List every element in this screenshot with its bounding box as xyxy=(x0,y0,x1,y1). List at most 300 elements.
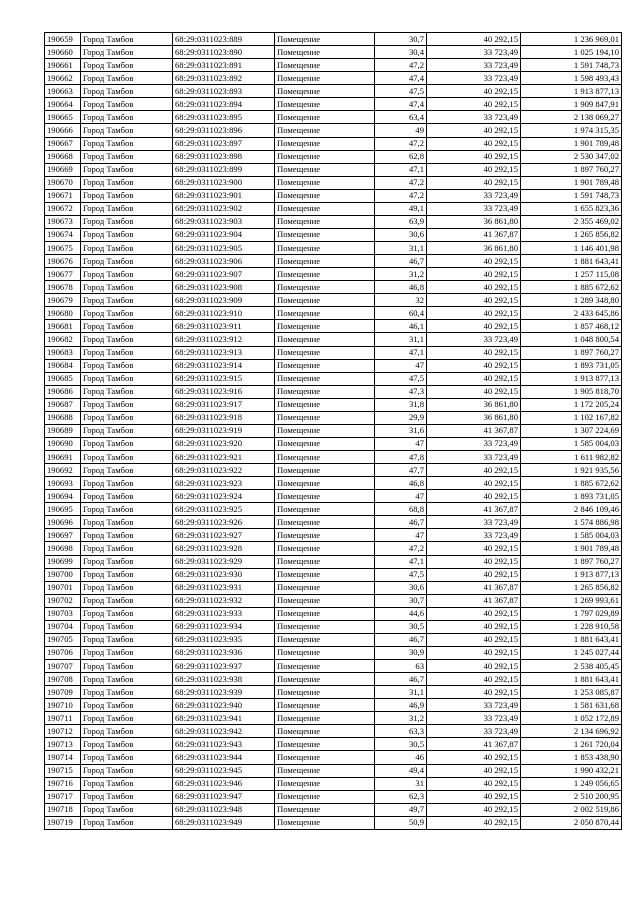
specific-value-cell: 40 292,15 xyxy=(427,790,521,803)
cadastral-value-cell: 2 002 519,86 xyxy=(521,803,622,816)
cadastral-number-cell: 68:29:0311023:933 xyxy=(173,607,275,620)
area-cell: 30,4 xyxy=(375,46,427,59)
object-type-cell: Помещение xyxy=(275,411,375,424)
cadastral-number-cell: 68:29:0311023:925 xyxy=(173,503,275,516)
cadastral-value-cell: 1 025 194,10 xyxy=(521,46,622,59)
object-type-cell: Помещение xyxy=(275,516,375,529)
object-type-cell: Помещение xyxy=(275,712,375,725)
cadastral-value-cell: 1 974 315,35 xyxy=(521,124,622,137)
cadastral-value-cell: 1 245 027,44 xyxy=(521,646,622,659)
cadastral-number-cell: 68:29:0311023:914 xyxy=(173,359,275,372)
table-body xyxy=(45,33,622,830)
area-cell: 47,1 xyxy=(375,555,427,568)
cadastral-number-cell: 68:29:0311023:934 xyxy=(173,620,275,633)
row-number-cell: 190697 xyxy=(45,529,81,542)
row-number-cell: 190688 xyxy=(45,411,81,424)
area-cell: 49,7 xyxy=(375,803,427,816)
row-number-cell: 190695 xyxy=(45,503,81,516)
area-cell: 29,9 xyxy=(375,411,427,424)
specific-value-cell: 33 723,49 xyxy=(427,451,521,464)
cadastral-number-cell: 68:29:0311023:920 xyxy=(173,437,275,450)
table-row xyxy=(45,242,622,255)
city-cell: Город Тамбов xyxy=(81,660,173,673)
specific-value-cell: 40 292,15 xyxy=(427,85,521,98)
row-number-cell: 190684 xyxy=(45,359,81,372)
area-cell: 62,3 xyxy=(375,790,427,803)
object-type-cell: Помещение xyxy=(275,163,375,176)
city-cell: Город Тамбов xyxy=(81,516,173,529)
cadastral-number-cell: 68:29:0311023:936 xyxy=(173,646,275,659)
row-number-cell: 190679 xyxy=(45,294,81,307)
table-row xyxy=(45,124,622,137)
table-row xyxy=(45,816,622,829)
city-cell: Город Тамбов xyxy=(81,503,173,516)
city-cell: Город Тамбов xyxy=(81,790,173,803)
table-row xyxy=(45,607,622,620)
table-row xyxy=(45,307,622,320)
cadastral-number-cell: 68:29:0311023:945 xyxy=(173,764,275,777)
object-type-cell: Помещение xyxy=(275,124,375,137)
table-row xyxy=(45,46,622,59)
cadastral-value-cell: 1 897 760,27 xyxy=(521,555,622,568)
specific-value-cell: 40 292,15 xyxy=(427,385,521,398)
specific-value-cell: 41 367,87 xyxy=(427,503,521,516)
city-cell: Город Тамбов xyxy=(81,85,173,98)
specific-value-cell: 40 292,15 xyxy=(427,163,521,176)
cadastral-number-cell: 68:29:0311023:901 xyxy=(173,189,275,202)
table-row xyxy=(45,490,622,503)
object-type-cell: Помещение xyxy=(275,451,375,464)
area-cell: 47 xyxy=(375,437,427,450)
row-number-cell: 190696 xyxy=(45,516,81,529)
row-number-cell: 190714 xyxy=(45,751,81,764)
area-cell: 47,2 xyxy=(375,176,427,189)
table-row xyxy=(45,385,622,398)
row-number-cell: 190718 xyxy=(45,803,81,816)
object-type-cell: Помещение xyxy=(275,490,375,503)
city-cell: Город Тамбов xyxy=(81,215,173,228)
cadastral-number-cell: 68:29:0311023:897 xyxy=(173,137,275,150)
specific-value-cell: 41 367,87 xyxy=(427,228,521,241)
object-type-cell: Помещение xyxy=(275,464,375,477)
cadastral-number-cell: 68:29:0311023:894 xyxy=(173,98,275,111)
table-row xyxy=(45,176,622,189)
cadastral-number-cell: 68:29:0311023:896 xyxy=(173,124,275,137)
cadastral-number-cell: 68:29:0311023:905 xyxy=(173,242,275,255)
cadastral-value-cell: 2 355 469,02 xyxy=(521,215,622,228)
row-number-cell: 190702 xyxy=(45,594,81,607)
area-cell: 47,8 xyxy=(375,451,427,464)
table-row xyxy=(45,751,622,764)
area-cell: 46,7 xyxy=(375,633,427,646)
specific-value-cell: 40 292,15 xyxy=(427,816,521,829)
object-type-cell: Помещение xyxy=(275,228,375,241)
object-type-cell: Помещение xyxy=(275,359,375,372)
area-cell: 31,1 xyxy=(375,242,427,255)
specific-value-cell: 40 292,15 xyxy=(427,673,521,686)
cadastral-value-cell: 1 102 167,82 xyxy=(521,411,622,424)
specific-value-cell: 40 292,15 xyxy=(427,751,521,764)
area-cell: 44,6 xyxy=(375,607,427,620)
object-type-cell: Помещение xyxy=(275,294,375,307)
area-cell: 47,5 xyxy=(375,568,427,581)
area-cell: 46,1 xyxy=(375,320,427,333)
area-cell: 30,5 xyxy=(375,738,427,751)
cadastral-number-cell: 68:29:0311023:918 xyxy=(173,411,275,424)
area-cell: 47,2 xyxy=(375,542,427,555)
cadastral-number-cell: 68:29:0311023:900 xyxy=(173,176,275,189)
row-number-cell: 190707 xyxy=(45,660,81,673)
city-cell: Город Тамбов xyxy=(81,816,173,829)
cadastral-value-cell: 1 897 760,27 xyxy=(521,346,622,359)
cadastral-number-cell: 68:29:0311023:930 xyxy=(173,568,275,581)
city-cell: Город Тамбов xyxy=(81,542,173,555)
cadastral-value-cell: 1 228 910,58 xyxy=(521,620,622,633)
cadastral-value-cell: 2 134 696,92 xyxy=(521,725,622,738)
specific-value-cell: 40 292,15 xyxy=(427,137,521,150)
row-number-cell: 190672 xyxy=(45,202,81,215)
area-cell: 46,8 xyxy=(375,477,427,490)
cadastral-value-cell: 1 249 056,65 xyxy=(521,777,622,790)
area-cell: 47,2 xyxy=(375,59,427,72)
cadastral-value-cell: 1 265 856,82 xyxy=(521,228,622,241)
object-type-cell: Помещение xyxy=(275,581,375,594)
row-number-cell: 190716 xyxy=(45,777,81,790)
city-cell: Город Тамбов xyxy=(81,712,173,725)
cadastral-value-cell: 1 885 672,62 xyxy=(521,477,622,490)
area-cell: 47,5 xyxy=(375,85,427,98)
row-number-cell: 190680 xyxy=(45,307,81,320)
cadastral-value-cell: 1 797 029,89 xyxy=(521,607,622,620)
city-cell: Город Тамбов xyxy=(81,385,173,398)
cadastral-number-cell: 68:29:0311023:931 xyxy=(173,581,275,594)
cadastral-value-cell: 1 901 789,48 xyxy=(521,542,622,555)
area-cell: 63,4 xyxy=(375,111,427,124)
object-type-cell: Помещение xyxy=(275,738,375,751)
row-number-cell: 190701 xyxy=(45,581,81,594)
row-number-cell: 190674 xyxy=(45,228,81,241)
cadastral-number-cell: 68:29:0311023:904 xyxy=(173,228,275,241)
cadastral-value-cell: 1 585 004,03 xyxy=(521,529,622,542)
city-cell: Город Тамбов xyxy=(81,699,173,712)
row-number-cell: 190675 xyxy=(45,242,81,255)
city-cell: Город Тамбов xyxy=(81,751,173,764)
object-type-cell: Помещение xyxy=(275,398,375,411)
city-cell: Город Тамбов xyxy=(81,673,173,686)
specific-value-cell: 40 292,15 xyxy=(427,568,521,581)
specific-value-cell: 33 723,49 xyxy=(427,529,521,542)
row-number-cell: 190687 xyxy=(45,398,81,411)
table-row xyxy=(45,281,622,294)
city-cell: Город Тамбов xyxy=(81,568,173,581)
row-number-cell: 190677 xyxy=(45,268,81,281)
city-cell: Город Тамбов xyxy=(81,464,173,477)
row-number-cell: 190690 xyxy=(45,437,81,450)
cadastral-number-cell: 68:29:0311023:891 xyxy=(173,59,275,72)
table-row xyxy=(45,738,622,751)
specific-value-cell: 40 292,15 xyxy=(427,620,521,633)
area-cell: 47 xyxy=(375,359,427,372)
cadastral-value-cell: 1 172 205,24 xyxy=(521,398,622,411)
cadastral-value-cell: 1 265 856,82 xyxy=(521,581,622,594)
specific-value-cell: 40 292,15 xyxy=(427,33,521,46)
table-row xyxy=(45,398,622,411)
cadastral-number-cell: 68:29:0311023:895 xyxy=(173,111,275,124)
specific-value-cell: 33 723,49 xyxy=(427,202,521,215)
city-cell: Город Тамбов xyxy=(81,477,173,490)
table-row xyxy=(45,503,622,516)
cadastral-number-cell: 68:29:0311023:909 xyxy=(173,294,275,307)
cadastral-number-cell: 68:29:0311023:919 xyxy=(173,424,275,437)
row-number-cell: 190719 xyxy=(45,816,81,829)
object-type-cell: Помещение xyxy=(275,111,375,124)
object-type-cell: Помещение xyxy=(275,320,375,333)
table-row xyxy=(45,189,622,202)
area-cell: 32 xyxy=(375,294,427,307)
cadastral-value-cell: 1 655 823,36 xyxy=(521,202,622,215)
row-number-cell: 190691 xyxy=(45,451,81,464)
specific-value-cell: 33 723,49 xyxy=(427,437,521,450)
cadastral-value-cell: 2 530 347,02 xyxy=(521,150,622,163)
specific-value-cell: 40 292,15 xyxy=(427,777,521,790)
specific-value-cell: 40 292,15 xyxy=(427,660,521,673)
city-cell: Город Тамбов xyxy=(81,320,173,333)
specific-value-cell: 33 723,49 xyxy=(427,72,521,85)
cadastral-value-table xyxy=(44,32,622,830)
specific-value-cell: 36 861,80 xyxy=(427,242,521,255)
row-number-cell: 190715 xyxy=(45,764,81,777)
object-type-cell: Помещение xyxy=(275,686,375,699)
city-cell: Город Тамбов xyxy=(81,33,173,46)
row-number-cell: 190705 xyxy=(45,633,81,646)
city-cell: Город Тамбов xyxy=(81,686,173,699)
table-row xyxy=(45,333,622,346)
cadastral-value-cell: 1 901 789,48 xyxy=(521,137,622,150)
cadastral-value-cell: 2 510 200,95 xyxy=(521,790,622,803)
object-type-cell: Помещение xyxy=(275,98,375,111)
specific-value-cell: 40 292,15 xyxy=(427,542,521,555)
cadastral-value-cell: 2 538 405,45 xyxy=(521,660,622,673)
table-row xyxy=(45,529,622,542)
object-type-cell: Помещение xyxy=(275,503,375,516)
city-cell: Город Тамбов xyxy=(81,437,173,450)
cadastral-number-cell: 68:29:0311023:926 xyxy=(173,516,275,529)
row-number-cell: 190668 xyxy=(45,150,81,163)
table-row xyxy=(45,568,622,581)
table-row xyxy=(45,633,622,646)
table-row xyxy=(45,346,622,359)
area-cell: 47 xyxy=(375,490,427,503)
row-number-cell: 190712 xyxy=(45,725,81,738)
area-cell: 60,4 xyxy=(375,307,427,320)
specific-value-cell: 40 292,15 xyxy=(427,255,521,268)
specific-value-cell: 33 723,49 xyxy=(427,111,521,124)
cadastral-number-cell: 68:29:0311023:912 xyxy=(173,333,275,346)
row-number-cell: 190710 xyxy=(45,699,81,712)
table-row xyxy=(45,137,622,150)
city-cell: Город Тамбов xyxy=(81,372,173,385)
cadastral-value-cell: 1 236 969,01 xyxy=(521,33,622,46)
cadastral-number-cell: 68:29:0311023:939 xyxy=(173,686,275,699)
city-cell: Город Тамбов xyxy=(81,59,173,72)
object-type-cell: Помещение xyxy=(275,751,375,764)
cadastral-number-cell: 68:29:0311023:892 xyxy=(173,72,275,85)
cadastral-value-cell: 1 905 818,70 xyxy=(521,385,622,398)
specific-value-cell: 33 723,49 xyxy=(427,516,521,529)
area-cell: 63,9 xyxy=(375,215,427,228)
area-cell: 50,9 xyxy=(375,816,427,829)
city-cell: Город Тамбов xyxy=(81,646,173,659)
cadastral-number-cell: 68:29:0311023:947 xyxy=(173,790,275,803)
object-type-cell: Помещение xyxy=(275,607,375,620)
table-row xyxy=(45,202,622,215)
cadastral-value-cell: 1 048 800,54 xyxy=(521,333,622,346)
object-type-cell: Помещение xyxy=(275,307,375,320)
cadastral-value-cell: 1 921 935,56 xyxy=(521,464,622,477)
cadastral-value-cell: 1 857 468,12 xyxy=(521,320,622,333)
table-row xyxy=(45,725,622,738)
city-cell: Город Тамбов xyxy=(81,424,173,437)
specific-value-cell: 40 292,15 xyxy=(427,607,521,620)
row-number-cell: 190704 xyxy=(45,620,81,633)
table-row xyxy=(45,320,622,333)
cadastral-value-cell: 2 138 069,27 xyxy=(521,111,622,124)
object-type-cell: Помещение xyxy=(275,477,375,490)
specific-value-cell: 40 292,15 xyxy=(427,646,521,659)
cadastral-value-cell: 1 253 085,87 xyxy=(521,686,622,699)
object-type-cell: Помещение xyxy=(275,281,375,294)
cadastral-number-cell: 68:29:0311023:946 xyxy=(173,777,275,790)
object-type-cell: Помещение xyxy=(275,72,375,85)
table-row xyxy=(45,33,622,46)
row-number-cell: 190708 xyxy=(45,673,81,686)
city-cell: Город Тамбов xyxy=(81,607,173,620)
table-row xyxy=(45,555,622,568)
specific-value-cell: 33 723,49 xyxy=(427,699,521,712)
specific-value-cell: 40 292,15 xyxy=(427,124,521,137)
cadastral-value-cell: 1 893 731,05 xyxy=(521,359,622,372)
area-cell: 47,7 xyxy=(375,464,427,477)
row-number-cell: 190678 xyxy=(45,281,81,294)
specific-value-cell: 40 292,15 xyxy=(427,372,521,385)
city-cell: Город Тамбов xyxy=(81,359,173,372)
cadastral-number-cell: 68:29:0311023:899 xyxy=(173,163,275,176)
area-cell: 31,1 xyxy=(375,686,427,699)
specific-value-cell: 41 367,87 xyxy=(427,738,521,751)
cadastral-value-cell: 1 990 432,21 xyxy=(521,764,622,777)
specific-value-cell: 36 861,80 xyxy=(427,215,521,228)
cadastral-value-cell: 1 853 438,90 xyxy=(521,751,622,764)
specific-value-cell: 33 723,49 xyxy=(427,725,521,738)
row-number-cell: 190666 xyxy=(45,124,81,137)
specific-value-cell: 33 723,49 xyxy=(427,189,521,202)
area-cell: 30,7 xyxy=(375,33,427,46)
area-cell: 30,6 xyxy=(375,581,427,594)
object-type-cell: Помещение xyxy=(275,790,375,803)
specific-value-cell: 40 292,15 xyxy=(427,294,521,307)
specific-value-cell: 40 292,15 xyxy=(427,176,521,189)
cadastral-number-cell: 68:29:0311023:893 xyxy=(173,85,275,98)
table-row xyxy=(45,72,622,85)
cadastral-number-cell: 68:29:0311023:910 xyxy=(173,307,275,320)
row-number-cell: 190676 xyxy=(45,255,81,268)
cadastral-number-cell: 68:29:0311023:913 xyxy=(173,346,275,359)
object-type-cell: Помещение xyxy=(275,346,375,359)
table-row xyxy=(45,464,622,477)
table-row xyxy=(45,594,622,607)
specific-value-cell: 40 292,15 xyxy=(427,464,521,477)
row-number-cell: 190660 xyxy=(45,46,81,59)
table-row xyxy=(45,777,622,790)
area-cell: 47,3 xyxy=(375,385,427,398)
table-row xyxy=(45,372,622,385)
cadastral-value-cell: 1 909 847,91 xyxy=(521,98,622,111)
cadastral-value-cell: 1 885 672,62 xyxy=(521,281,622,294)
cadastral-value-cell: 2 433 645,86 xyxy=(521,307,622,320)
city-cell: Город Тамбов xyxy=(81,124,173,137)
city-cell: Город Тамбов xyxy=(81,803,173,816)
specific-value-cell: 41 367,87 xyxy=(427,594,521,607)
cadastral-number-cell: 68:29:0311023:944 xyxy=(173,751,275,764)
row-number-cell: 190659 xyxy=(45,33,81,46)
city-cell: Город Тамбов xyxy=(81,333,173,346)
cadastral-number-cell: 68:29:0311023:898 xyxy=(173,150,275,163)
city-cell: Город Тамбов xyxy=(81,189,173,202)
specific-value-cell: 41 367,87 xyxy=(427,581,521,594)
city-cell: Город Тамбов xyxy=(81,268,173,281)
cadastral-number-cell: 68:29:0311023:932 xyxy=(173,594,275,607)
row-number-cell: 190667 xyxy=(45,137,81,150)
table-row xyxy=(45,686,622,699)
row-number-cell: 190689 xyxy=(45,424,81,437)
specific-value-cell: 33 723,49 xyxy=(427,333,521,346)
object-type-cell: Помещение xyxy=(275,333,375,346)
cadastral-value-cell: 1 052 172,89 xyxy=(521,712,622,725)
table-row xyxy=(45,215,622,228)
city-cell: Город Тамбов xyxy=(81,411,173,424)
row-number-cell: 190713 xyxy=(45,738,81,751)
table-row xyxy=(45,294,622,307)
city-cell: Город Тамбов xyxy=(81,242,173,255)
row-number-cell: 190683 xyxy=(45,346,81,359)
row-number-cell: 190699 xyxy=(45,555,81,568)
row-number-cell: 190709 xyxy=(45,686,81,699)
cadastral-value-cell: 1 913 877,13 xyxy=(521,372,622,385)
cadastral-number-cell: 68:29:0311023:906 xyxy=(173,255,275,268)
cadastral-number-cell: 68:29:0311023:902 xyxy=(173,202,275,215)
object-type-cell: Помещение xyxy=(275,673,375,686)
specific-value-cell: 41 367,87 xyxy=(427,424,521,437)
row-number-cell: 190700 xyxy=(45,568,81,581)
table-row xyxy=(45,411,622,424)
specific-value-cell: 40 292,15 xyxy=(427,98,521,111)
area-cell: 46,9 xyxy=(375,699,427,712)
object-type-cell: Помещение xyxy=(275,215,375,228)
specific-value-cell: 40 292,15 xyxy=(427,555,521,568)
area-cell: 47,4 xyxy=(375,72,427,85)
object-type-cell: Помещение xyxy=(275,699,375,712)
row-number-cell: 190662 xyxy=(45,72,81,85)
specific-value-cell: 40 292,15 xyxy=(427,686,521,699)
object-type-cell: Помещение xyxy=(275,202,375,215)
cadastral-number-cell: 68:29:0311023:928 xyxy=(173,542,275,555)
city-cell: Город Тамбов xyxy=(81,72,173,85)
cadastral-number-cell: 68:29:0311023:921 xyxy=(173,451,275,464)
object-type-cell: Помещение xyxy=(275,542,375,555)
cadastral-value-cell: 1 881 643,41 xyxy=(521,673,622,686)
area-cell: 47,4 xyxy=(375,98,427,111)
cadastral-value-cell: 1 881 643,41 xyxy=(521,255,622,268)
